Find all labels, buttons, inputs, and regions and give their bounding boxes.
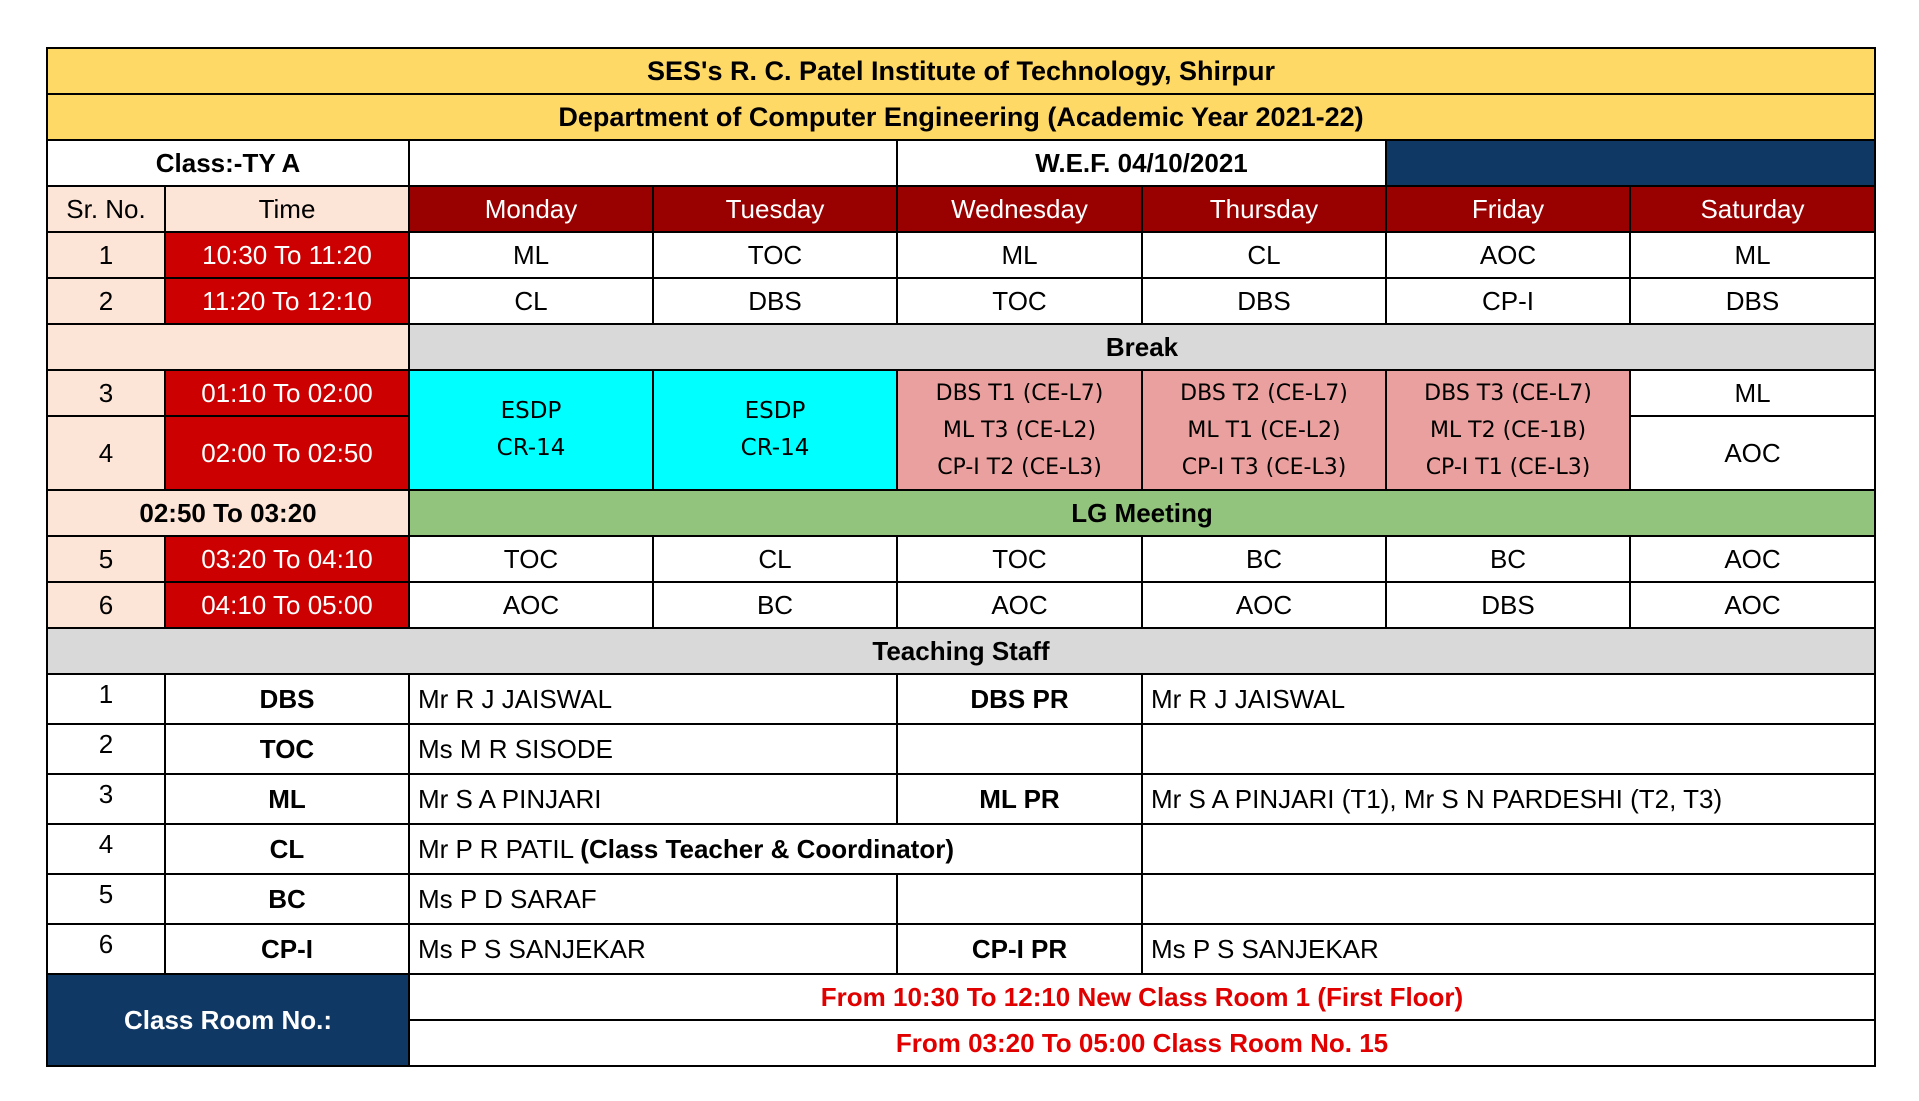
day-header: Wednesday bbox=[897, 186, 1142, 232]
lab-batch: DBS T1 (CE-L7) bbox=[935, 380, 1104, 406]
staff-number: 5 bbox=[47, 874, 165, 924]
subject-cell: CL bbox=[1142, 232, 1386, 278]
empty-cell bbox=[1142, 874, 1875, 924]
class-label: Class:-TY A bbox=[47, 140, 409, 186]
esdp-room: CR-14 bbox=[740, 435, 810, 461]
subject-cell: DBS bbox=[653, 278, 897, 324]
empty-cell bbox=[897, 874, 1142, 924]
lab-batch: DBS T3 (CE-L7) bbox=[1424, 380, 1592, 406]
break-label: Break bbox=[409, 324, 1875, 370]
header-row bbox=[47, 186, 1875, 232]
subject-cell: AOC bbox=[1142, 582, 1386, 628]
staff-number: 1 bbox=[47, 674, 165, 724]
staff-pr-teacher: Ms P S SANJEKAR bbox=[1142, 924, 1875, 974]
staff-row bbox=[47, 924, 1875, 974]
lab-batch: CP-I T3 (CE-L3) bbox=[1181, 454, 1347, 480]
slot-time: 01:10 To 02:00 bbox=[165, 370, 409, 416]
staff-subject: CL bbox=[165, 824, 409, 874]
lg-label: LG Meeting bbox=[409, 490, 1875, 536]
staff-teacher-cell bbox=[409, 824, 1142, 874]
staff-row bbox=[47, 874, 1875, 924]
subject-cell: AOC bbox=[1630, 582, 1875, 628]
esdp-cell bbox=[653, 370, 897, 490]
staff-row bbox=[47, 774, 1875, 824]
slot-time: 03:20 To 04:10 bbox=[165, 536, 409, 582]
staff-subject: DBS bbox=[165, 674, 409, 724]
slot-number: 6 bbox=[47, 582, 165, 628]
staff-teacher: Mr S A PINJARI bbox=[409, 774, 897, 824]
lab-batch: ML T1 (CE-L2) bbox=[1187, 417, 1341, 443]
empty-cell bbox=[897, 724, 1142, 774]
subject-cell: AOC bbox=[897, 582, 1142, 628]
class-teacher-note: (Class Teacher & Coordinator) bbox=[580, 833, 954, 864]
slot-row bbox=[47, 536, 1875, 582]
staff-subject: BC bbox=[165, 874, 409, 924]
slot-time: 04:10 To 05:00 bbox=[165, 582, 409, 628]
slot-number: 4 bbox=[47, 416, 165, 490]
day-header: Friday bbox=[1386, 186, 1630, 232]
classroom-note: From 03:20 To 05:00 Class Room No. 15 bbox=[409, 1020, 1875, 1066]
classroom-label: Class Room No.: bbox=[47, 974, 409, 1066]
subject-cell: CL bbox=[409, 278, 653, 324]
subject-cell: TOC bbox=[897, 536, 1142, 582]
subject-cell: DBS bbox=[1386, 582, 1630, 628]
day-header: Monday bbox=[409, 186, 653, 232]
break-row bbox=[47, 324, 1875, 370]
staff-pr-subject: ML PR bbox=[897, 774, 1142, 824]
slot-time: 11:20 To 12:10 bbox=[165, 278, 409, 324]
staff-subject: CP-I bbox=[165, 924, 409, 974]
lg-time: 02:50 To 03:20 bbox=[47, 490, 409, 536]
staff-teacher: Ms P D SARAF bbox=[409, 874, 897, 924]
empty-cell bbox=[409, 140, 897, 186]
staff-teacher: Mr P R PATIL bbox=[418, 833, 574, 864]
navy-block bbox=[1386, 140, 1875, 186]
day-header: Thursday bbox=[1142, 186, 1386, 232]
staff-number: 4 bbox=[47, 824, 165, 874]
staff-teacher: Ms P S SANJEKAR bbox=[409, 924, 897, 974]
subject-cell: BC bbox=[1142, 536, 1386, 582]
staff-pr-teacher: Mr S A PINJARI (T1), Mr S N PARDESHI (T2, T3) bbox=[1142, 774, 1875, 824]
subject-cell: CP-I bbox=[1386, 278, 1630, 324]
slot-number: 1 bbox=[47, 232, 165, 278]
lab-cell bbox=[1142, 370, 1386, 490]
subject-cell: BC bbox=[1386, 536, 1630, 582]
lab-cell bbox=[1386, 370, 1630, 490]
slot-number: 5 bbox=[47, 536, 165, 582]
staff-teacher: Ms M R SISODE bbox=[409, 724, 897, 774]
subject-cell: CL bbox=[653, 536, 897, 582]
subject-cell: AOC bbox=[1386, 232, 1630, 278]
esdp-label: ESDP bbox=[500, 398, 562, 424]
subject-cell: ML bbox=[1630, 232, 1875, 278]
staff-teacher: Mr R J JAISWAL bbox=[409, 674, 897, 724]
staff-row bbox=[47, 724, 1875, 774]
department-title: Department of Computer Engineering (Academic Year 2021-22) bbox=[47, 94, 1875, 140]
staff-pr-subject: CP-I PR bbox=[897, 924, 1142, 974]
classroom-note: From 10:30 To 12:10 New Class Room 1 (First Floor) bbox=[409, 974, 1875, 1020]
subject-cell: ML bbox=[1630, 370, 1875, 416]
empty-cell bbox=[47, 324, 409, 370]
time-header: Time bbox=[165, 186, 409, 232]
slot-time: 02:00 To 02:50 bbox=[165, 416, 409, 490]
lg-row bbox=[47, 490, 1875, 536]
sr-header: Sr. No. bbox=[47, 186, 165, 232]
wef-date: W.E.F. 04/10/2021 bbox=[897, 140, 1386, 186]
staff-subject: TOC bbox=[165, 724, 409, 774]
lab-batch: ML T3 (CE-L2) bbox=[942, 417, 1097, 443]
staff-row bbox=[47, 674, 1875, 724]
subject-cell: DBS bbox=[1630, 278, 1875, 324]
lab-cell bbox=[897, 370, 1142, 490]
subject-cell: AOC bbox=[1630, 536, 1875, 582]
slot-time: 10:30 To 11:20 bbox=[165, 232, 409, 278]
subject-cell: TOC bbox=[409, 536, 653, 582]
staff-title: Teaching Staff bbox=[47, 628, 1875, 674]
subject-cell: ML bbox=[897, 232, 1142, 278]
slot-row bbox=[47, 582, 1875, 628]
slot-row bbox=[47, 232, 1875, 278]
institute-title: SES's R. C. Patel Institute of Technology, Shirpur bbox=[47, 48, 1875, 94]
timetable bbox=[46, 47, 1876, 1067]
subject-cell: BC bbox=[653, 582, 897, 628]
staff-pr-teacher: Mr R J JAISWAL bbox=[1142, 674, 1875, 724]
esdp-room: CR-14 bbox=[496, 435, 566, 461]
lab-batch: DBS T2 (CE-L7) bbox=[1180, 380, 1348, 406]
staff-pr-subject: DBS PR bbox=[897, 674, 1142, 724]
staff-subject: ML bbox=[165, 774, 409, 824]
subject-cell: AOC bbox=[1630, 416, 1875, 490]
subject-cell: DBS bbox=[1142, 278, 1386, 324]
day-header: Saturday bbox=[1630, 186, 1875, 232]
subject-cell: ML bbox=[409, 232, 653, 278]
esdp-cell bbox=[409, 370, 653, 490]
slot-row bbox=[47, 278, 1875, 324]
subject-cell: AOC bbox=[409, 582, 653, 628]
lab-batch: CP-I T2 (CE-L3) bbox=[937, 454, 1102, 480]
staff-number: 2 bbox=[47, 724, 165, 774]
staff-number: 6 bbox=[47, 924, 165, 974]
slot-number: 2 bbox=[47, 278, 165, 324]
lab-batch: ML T2 (CE-1B) bbox=[1429, 417, 1587, 443]
empty-cell bbox=[1142, 724, 1875, 774]
lab-batch: CP-I T1 (CE-L3) bbox=[1425, 454, 1591, 480]
staff-number: 3 bbox=[47, 774, 165, 824]
subject-cell: TOC bbox=[897, 278, 1142, 324]
slot-row bbox=[47, 370, 1875, 416]
day-header: Tuesday bbox=[653, 186, 897, 232]
staff-row bbox=[47, 824, 1875, 874]
subject-cell: TOC bbox=[653, 232, 897, 278]
slot-number: 3 bbox=[47, 370, 165, 416]
empty-cell bbox=[1142, 824, 1875, 874]
esdp-label: ESDP bbox=[744, 398, 806, 424]
